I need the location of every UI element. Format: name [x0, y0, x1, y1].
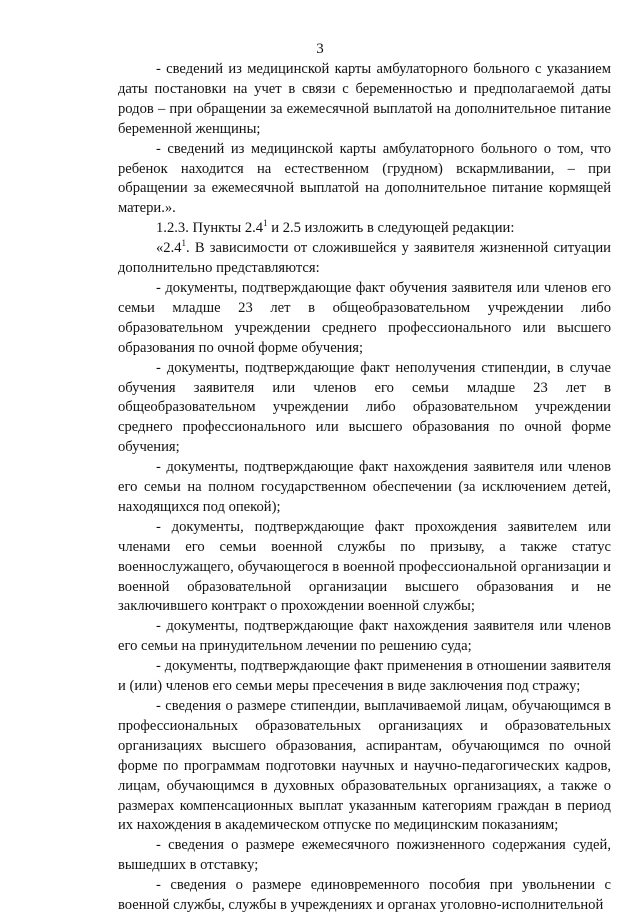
paragraph-12: - сведения о размере ежемесячного пожизненного содержания судей, вышедших в отставку;: [118, 837, 611, 874]
paragraph-1: - сведений из медицинской карты амбулаторного больного с указанием даты постановки на учет в связи с беременностью и предполагаемой даты родов – при обращении за ежемесячной выплатой на дополнительное питание беременной женщины;: [118, 61, 611, 137]
paragraph-10: - документы, подтверждающие факт применения в отношении заявителя и (или) членов его семьи меры пресечения в виде заключения под стражу;: [118, 658, 611, 695]
document-body: [118, 60, 611, 916]
paragraph-4-superscript: 1: [181, 238, 187, 249]
paragraph-3-text: 1.2.3. Пункты 2.4: [156, 220, 264, 237]
paragraph-4: [118, 239, 611, 279]
paragraph-4-text: «2.4: [156, 240, 182, 257]
paragraph-4-text-tail: . В зависимости от сложившейся у заявителя жизненной ситуации дополнительно представляются:: [118, 240, 611, 277]
paragraph-8: - документы, подтверждающие факт прохождения заявителем или членами его семьи военной службы по призыву, а также статус военнослужащего, обучающегося в военной профессиональной организации и военной образовательной организации высшего образования и не заключившего контракт о прохождении военной службы;: [118, 518, 611, 615]
paragraph-7: - документы, подтверждающие факт нахождения заявителя или членов его семьи на полном государственном обеспечении (за исключением детей, находящихся под опекой);: [118, 459, 611, 515]
paragraph-5: - документы, подтверждающие факт обучения заявителя или членов его семьи младше 23 лет в общеобразовательном учреждении либо образовательном учреждении среднего профессионального или высшего образования по очной форме обучения;: [118, 279, 611, 356]
paragraph-6: - документы, подтверждающие факт неполучения стипендии, в случае обучения заявителя или членов его семьи младше 23 лет в общеобразовательном учреждении либо образовательном учреждении среднего профессионального или высшего образования по очной форме обучения;: [118, 359, 611, 456]
paragraph-3: [118, 219, 611, 239]
paragraph-13: - сведения о размере единовременного пособия при увольнении с военной службы, службы в учреждениях и органах уголовно-исполнительной: [118, 877, 611, 914]
paragraph-3-superscript: 1: [263, 218, 268, 229]
paragraph-9: - документы, подтверждающие факт нахождения заявителя или членов его семьи на принудительном лечении по решению суда;: [118, 618, 611, 655]
paragraph-2: - сведений из медицинской карты амбулаторного больного о том, что ребенок находится на естественном (грудном) вскармливании, – при обращении за ежемесячной выплатой на дополнительное питание кормящей матери.».: [118, 140, 611, 217]
paragraph-11: - сведения о размере стипендии, выплачиваемой лицам, обучающимся в профессиональных образовательных организациях и образовательных организациях высшего образования, аспирантам, обучающимся по очной форме по программам подготовки научных и научно-педагогических кадров, лицам, обучающимся в духовных образовательных организациях, а также о размерах компенсационных выплат указанным категориям граждан в период их нахождения в академическом отпуске по медицинским показаниям;: [118, 698, 611, 834]
paragraph-3-text-tail: и 2.5 изложить в следующей редакции:: [267, 220, 515, 237]
page-number: 3: [316, 41, 324, 57]
